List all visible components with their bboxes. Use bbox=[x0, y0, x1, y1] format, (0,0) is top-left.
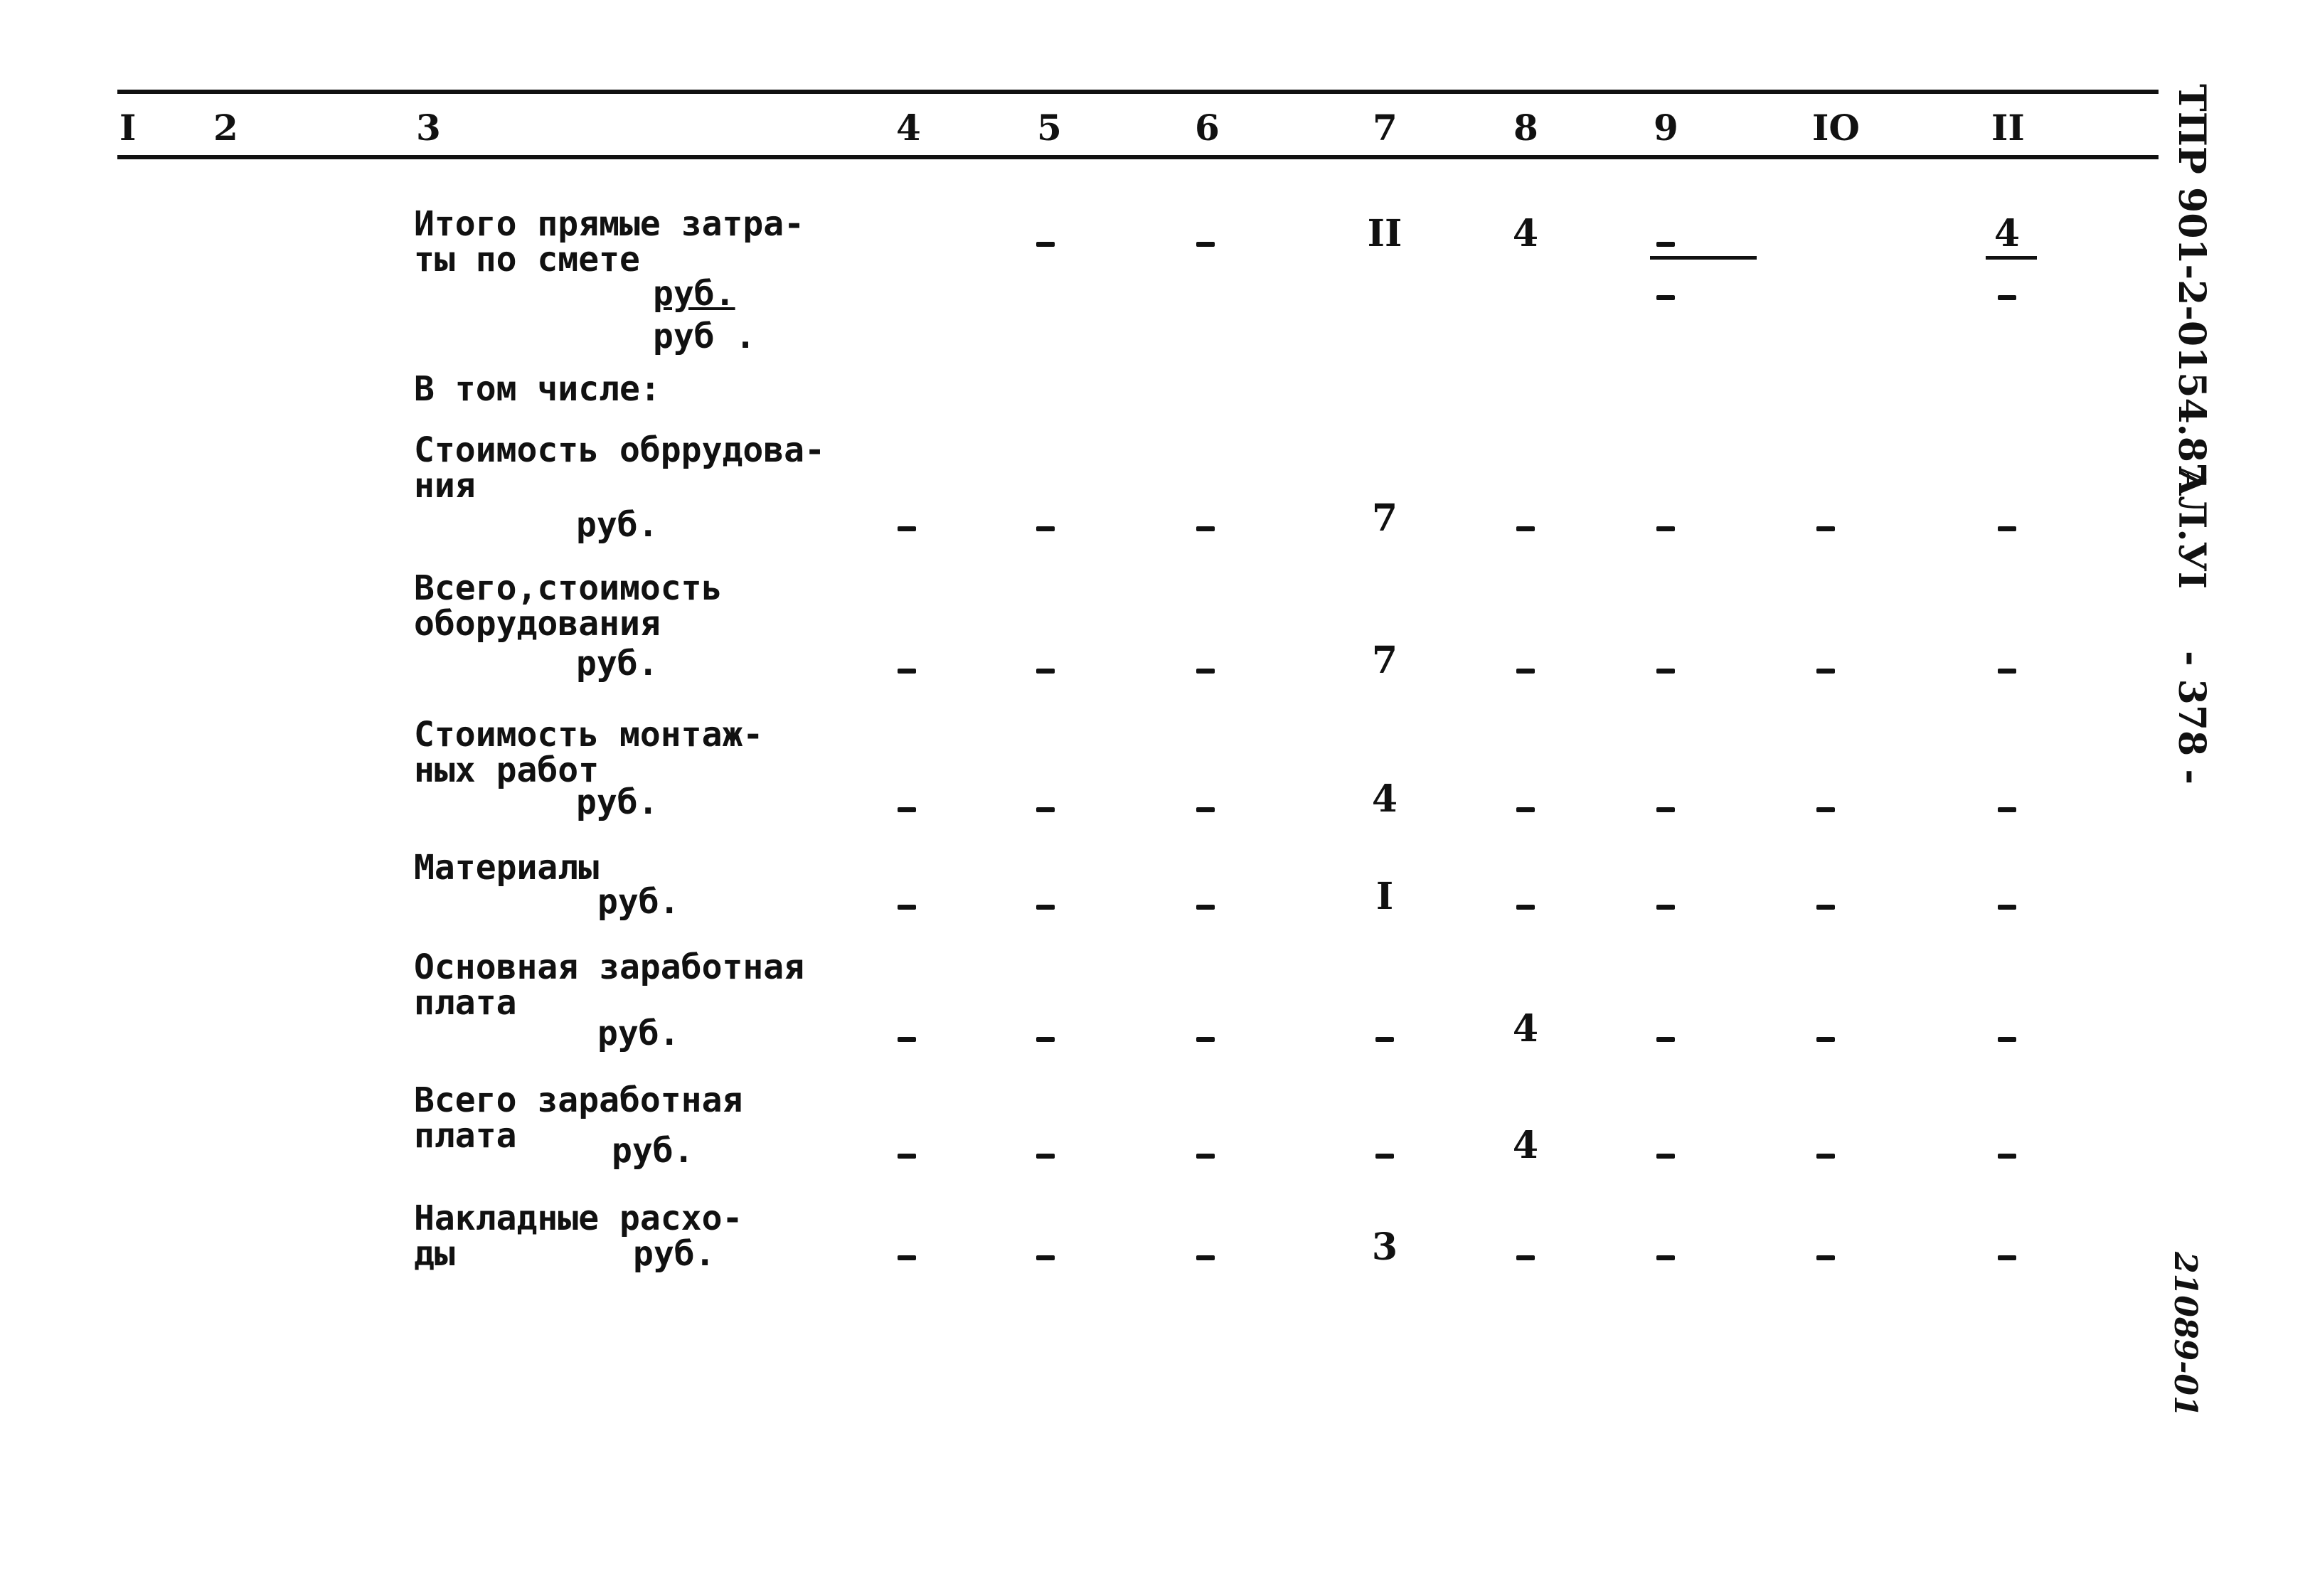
value-cell: 4 bbox=[1371, 777, 1398, 821]
col-header-4: 4 bbox=[896, 107, 921, 149]
empty-dash bbox=[1998, 1037, 2016, 1042]
row-label-materials: Материалы bbox=[414, 848, 600, 888]
empty-dash bbox=[1656, 905, 1675, 910]
empty-dash bbox=[1036, 905, 1055, 910]
col-header-9: 9 bbox=[1654, 107, 1678, 149]
empty-dash bbox=[1036, 1154, 1055, 1159]
row-label-total-direct: Итого прямые затра- ты по смете bbox=[414, 204, 805, 280]
empty-dash bbox=[1656, 1037, 1675, 1042]
empty-dash bbox=[898, 807, 916, 812]
empty-dash bbox=[1816, 905, 1835, 910]
row-label-overhead: Накладные расхо- ды bbox=[414, 1198, 743, 1274]
row-unit3-total-direct: руб . bbox=[653, 316, 756, 356]
value-underline bbox=[1650, 256, 1757, 260]
empty-dash bbox=[1516, 1255, 1535, 1260]
col-header-5: 5 bbox=[1037, 107, 1062, 149]
empty-dash bbox=[898, 1255, 916, 1260]
empty-dash bbox=[1656, 1154, 1675, 1159]
empty-dash bbox=[1036, 526, 1055, 531]
empty-dash bbox=[1656, 295, 1675, 300]
value-cell: 4 bbox=[1512, 212, 1539, 255]
col-header-11: II bbox=[1991, 107, 2025, 149]
col-header-3: 3 bbox=[416, 107, 441, 149]
empty-dash bbox=[1196, 807, 1215, 812]
empty-dash bbox=[1196, 1037, 1215, 1042]
row-unit-overhead: руб. bbox=[633, 1234, 715, 1274]
value-cell: 4 bbox=[1994, 212, 2021, 255]
empty-dash bbox=[1375, 1154, 1394, 1159]
row-unit-total-salary: руб. bbox=[612, 1131, 694, 1171]
page-number: - 378 - bbox=[2170, 651, 2213, 784]
empty-dash bbox=[1036, 1255, 1055, 1260]
row-label-including: В том числе: bbox=[414, 369, 661, 409]
empty-dash bbox=[1816, 807, 1835, 812]
empty-dash bbox=[1816, 1154, 1835, 1159]
empty-dash bbox=[1196, 526, 1215, 531]
empty-dash bbox=[1816, 1255, 1835, 1260]
header-bottom-rule bbox=[117, 155, 2159, 159]
value-cell: I bbox=[1375, 875, 1394, 918]
empty-dash bbox=[1998, 526, 2016, 531]
row-label-base-salary: Основная заработная плата bbox=[414, 947, 805, 1023]
row-unit-installation: руб. bbox=[576, 782, 659, 822]
empty-dash bbox=[1656, 1255, 1675, 1260]
empty-dash bbox=[1196, 905, 1215, 910]
empty-dash bbox=[1998, 295, 2016, 300]
empty-dash bbox=[1816, 669, 1835, 674]
empty-dash bbox=[898, 669, 916, 674]
value-cell: 4 bbox=[1512, 1007, 1539, 1050]
value-cell: II bbox=[1367, 212, 1402, 255]
row-unit-materials: руб. bbox=[597, 882, 680, 922]
empty-dash bbox=[898, 1154, 916, 1159]
row-unit-equipment-cost: руб. bbox=[576, 505, 659, 545]
empty-dash bbox=[1375, 1037, 1394, 1042]
empty-dash bbox=[1656, 807, 1675, 812]
col-header-10: IO bbox=[1812, 107, 1860, 149]
row-label-installation: Стоимость монтаж- ных работ bbox=[414, 715, 764, 790]
doc-code-stamp: ТПР 901-2-0154.87 bbox=[2170, 84, 2213, 489]
col-header-7: 7 bbox=[1373, 107, 1398, 149]
row-label-equipment-cost: Стоимость обррудова- ния bbox=[414, 430, 825, 506]
empty-dash bbox=[1196, 242, 1215, 247]
empty-dash bbox=[898, 526, 916, 531]
empty-dash bbox=[1036, 1037, 1055, 1042]
empty-dash bbox=[1998, 905, 2016, 910]
row-unit-total-direct: руб. bbox=[653, 274, 735, 314]
empty-dash bbox=[1036, 242, 1055, 247]
top-rule bbox=[117, 90, 2159, 94]
empty-dash bbox=[1036, 807, 1055, 812]
value-underline bbox=[1986, 256, 2037, 260]
empty-dash bbox=[1196, 669, 1215, 674]
empty-dash bbox=[1516, 807, 1535, 812]
empty-dash bbox=[1656, 669, 1675, 674]
col-header-6: 6 bbox=[1195, 107, 1220, 149]
empty-dash bbox=[1516, 669, 1535, 674]
row-unit-equipment-total: руб. bbox=[576, 644, 659, 683]
col-header-1: I bbox=[119, 107, 137, 149]
row-label-total-salary: Всего заработная плата bbox=[414, 1080, 743, 1156]
value-cell: 7 bbox=[1371, 639, 1398, 682]
empty-dash bbox=[1998, 669, 2016, 674]
empty-dash bbox=[1998, 1255, 2016, 1260]
row-unit-base-salary: руб. bbox=[597, 1014, 680, 1053]
empty-dash bbox=[1516, 526, 1535, 531]
col-header-8: 8 bbox=[1513, 107, 1538, 149]
empty-dash bbox=[1816, 526, 1835, 531]
value-cell: 4 bbox=[1512, 1124, 1539, 1167]
row-label-equipment-total: Всего,стоимость оборудования bbox=[414, 568, 723, 644]
album-stamp: АЛ.УI bbox=[2170, 466, 2213, 589]
empty-dash bbox=[898, 1037, 916, 1042]
empty-dash bbox=[1196, 1154, 1215, 1159]
empty-dash bbox=[1998, 1154, 2016, 1159]
empty-dash bbox=[898, 905, 916, 910]
empty-dash bbox=[1656, 526, 1675, 531]
empty-dash bbox=[1656, 242, 1675, 247]
empty-dash bbox=[1816, 1037, 1835, 1042]
empty-dash bbox=[1998, 807, 2016, 812]
inventory-number: 21089-01 bbox=[2167, 1252, 2203, 1417]
value-cell: 3 bbox=[1371, 1225, 1398, 1269]
empty-dash bbox=[1196, 1255, 1215, 1260]
value-cell: 7 bbox=[1371, 496, 1398, 540]
col-header-2: 2 bbox=[213, 107, 238, 149]
empty-dash bbox=[1516, 905, 1535, 910]
empty-dash bbox=[1036, 669, 1055, 674]
